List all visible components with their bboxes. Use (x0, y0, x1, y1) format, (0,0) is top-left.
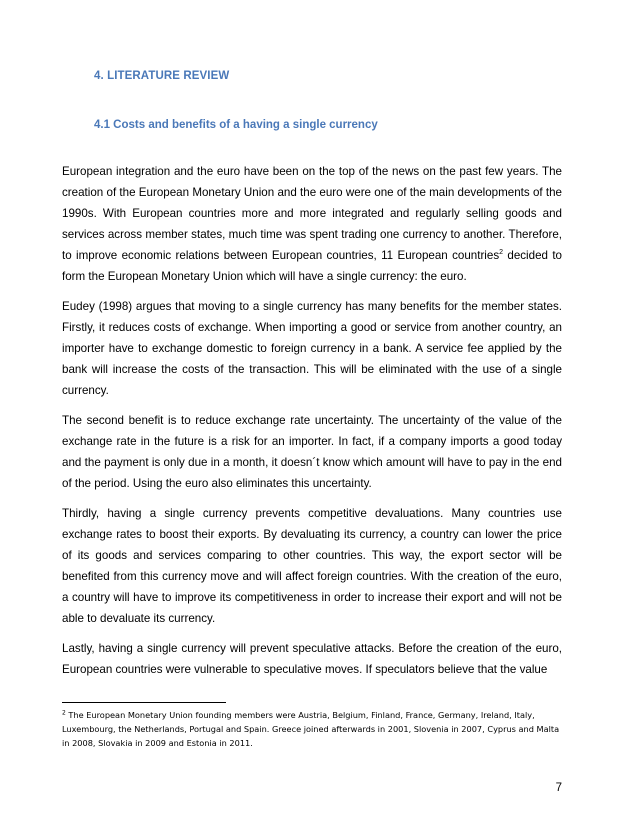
paragraph-1-text: European integration and the euro have been on the top of the news on the past few years. The creation of the European Monetary Union and the euro were one of the main developments of the 1990s. With European countries more and more integrated and regularly selling goods and services across member states, much time was spent trading one currency to another. Therefore, to improve economic relations between European countries, 11 European countries (62, 165, 562, 262)
paragraph-1 (62, 161, 562, 287)
paragraph-1-text-continued: decided to form the European Monetary Union which will have a single currency: the euro. (62, 249, 562, 283)
paragraph-3: The second benefit is to reduce exchange rate uncertainty. The uncertainty of the value of the exchange rate in the future is a risk for an importer. In fact, if a company imports a good today and the payment is only due in a month, it doesn´t know which amount will have to pay in the end of the period. Using the euro also eliminates this uncertainty. (62, 414, 562, 490)
footnote-marker: 2 (62, 709, 66, 717)
footnote-reference: 2 (499, 249, 504, 257)
footnote-text: The European Monetary Union founding members were Austria, Belgium, Finland, France, Germany, Ireland, Italy, Luxembourg, the Netherlands, Portugal and Spain. Greece joined afterwards in 2001, Slovenia in 2007, Cyprus and Malta in 2008, Slovakia in 2009 and Estonia in 2011. (62, 710, 560, 748)
section-heading: 4. LITERATURE REVIEW (94, 70, 230, 82)
footnote (62, 708, 562, 750)
paragraph-5: Lastly, having a single currency will prevent speculative attacks. Before the creation of the euro, European countries were vulnerable to speculative moves. If speculators believe that the value (62, 642, 562, 676)
footnote-separator (62, 702, 226, 703)
subsection-heading: 4.1 Costs and benefits of a having a single currency (94, 119, 378, 131)
page-number: 7 (555, 782, 562, 794)
paragraph-4: Thirdly, having a single currency prevents competitive devaluations. Many countries use exchange rates to boost their exports. By devaluating its currency, a country can lower the price of its goods and services comparing to other countries. This way, the export sector will be benefited from this currency move and will affect foreign countries. With the creation of the euro, a country will have to improve its competitiveness in order to increase their export and will not be able to devaluate its currency. (62, 507, 562, 625)
body-text (62, 161, 562, 689)
paragraph-2: Eudey (1998) argues that moving to a single currency has many benefits for the member states. Firstly, it reduces costs of exchange. When importing a good or service from another country, an importer have to exchange domestic to foreign currency in a bank. A service fee applied by the bank will increase the costs of the transaction. This will be eliminated with the use of a single currency. (62, 300, 562, 397)
